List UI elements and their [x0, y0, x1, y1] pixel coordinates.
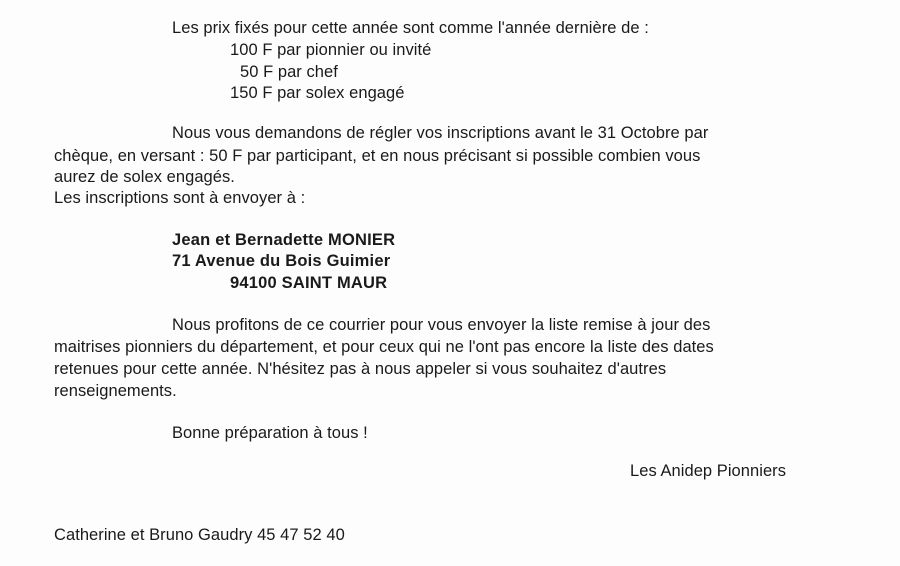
payment-line-1: Nous vous demandons de régler vos inscriptions avant le 31 Octobre par [172, 124, 709, 142]
info-line-3: retenues pour cette année. N'hésitez pas à nous appeler si vous souhaitez d'autres [54, 360, 667, 378]
signature: Les Anidep Pionniers [630, 462, 787, 480]
info-line-1: Nous profitons de ce courrier pour vous envoyer la liste remise à jour des [172, 316, 711, 334]
info-line-2: maitrises pionniers du département, et pour ceux qui ne l'ont pas encore la liste des dates [54, 338, 714, 356]
price-item-pioneer: 100 F par pionnier ou invité [230, 41, 432, 59]
address-street: 71 Avenue du Bois Guimier [172, 252, 391, 270]
prices-intro: Les prix fixés pour cette année sont comme l'année dernière de : [172, 19, 649, 37]
closing-text: Bonne préparation à tous ! [172, 424, 368, 442]
send-to-label: Les inscriptions sont à envoyer à : [54, 189, 306, 207]
payment-line-3: aurez de solex engagés. [54, 168, 235, 186]
price-item-chef: 50 F par chef [240, 63, 338, 81]
contact-line: Catherine et Bruno Gaudry 45 47 52 40 [54, 526, 345, 544]
address-name: Jean et Bernadette MONIER [172, 231, 396, 249]
price-item-solex: 150 F par solex engagé [230, 84, 405, 102]
payment-line-2: chèque, en versant : 50 F par participant, et en nous précisant si possible combien vous [54, 147, 701, 165]
info-line-4: renseignements. [54, 382, 177, 400]
address-city: 94100 SAINT MAUR [230, 274, 388, 292]
